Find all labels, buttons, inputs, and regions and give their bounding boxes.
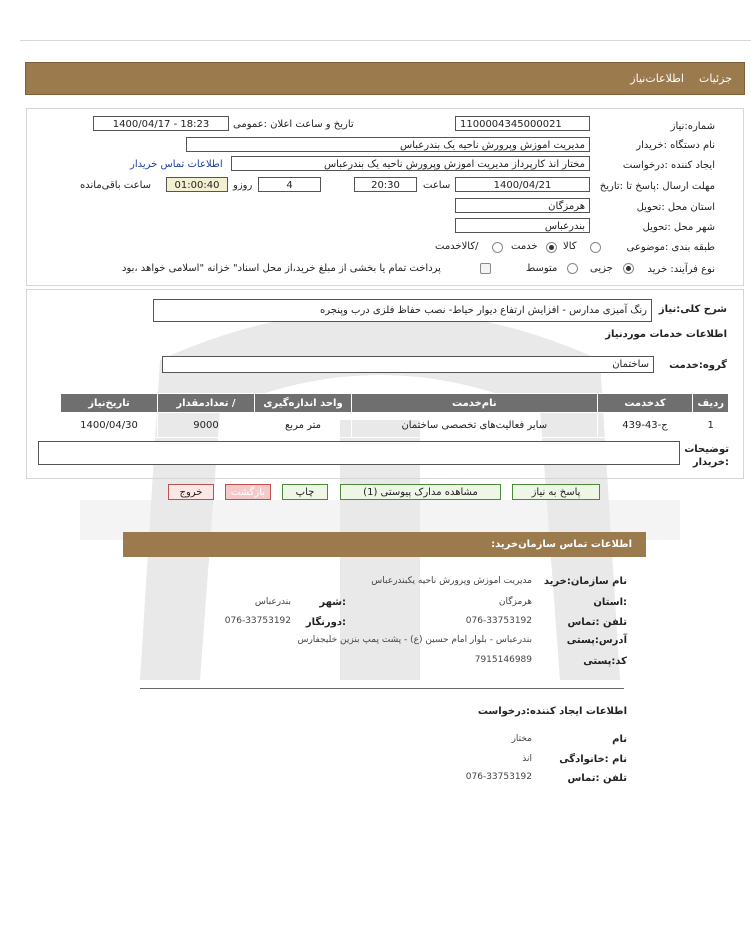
process-minor-label: جزیی xyxy=(590,263,613,274)
buyer-org-label: نام دستگاه :خریدار xyxy=(636,140,715,151)
days-field[interactable]: 4 xyxy=(258,177,321,192)
cell-need-date: 1400/04/30 xyxy=(61,413,158,438)
buyer-org-field[interactable]: مدیریت اموزش وپرورش ناحیه یک بندرعباس xyxy=(186,137,590,152)
city-label: شهر محل :تحویل xyxy=(642,222,715,233)
province-field[interactable]: هرمزگان xyxy=(455,198,590,213)
service-group-label: گروه:خدمت xyxy=(669,360,727,371)
requester-name-label: نام xyxy=(612,734,627,745)
treasury-payment-note: پرداخت تمام یا بخشی از مبلغ خرید،از محل اسناد" خزانه "اسلامی خواهد ،بود xyxy=(122,263,441,274)
process-minor-radio[interactable] xyxy=(623,263,634,274)
col-header-quantity: / تعدادمقدار xyxy=(157,394,254,413)
category-goods-service-radio[interactable] xyxy=(492,242,503,253)
days-label: روزو xyxy=(233,180,253,191)
category-goods-label: کالا xyxy=(563,241,577,252)
time-label: ساعت xyxy=(423,180,451,191)
creator-field[interactable]: مختار انذ کارپرداز مدیریت اموزش وپرورش ناحیه یک بندرعباس xyxy=(231,156,590,171)
header-bar xyxy=(25,62,745,95)
col-header-service-code: کدخدمت xyxy=(597,394,693,413)
need-number-field[interactable]: 1100004345000021 xyxy=(455,116,590,131)
contact-phone-value: 076-33753192 xyxy=(465,616,532,626)
city-field[interactable]: بندرعباس xyxy=(455,218,590,233)
col-header-need-date: تاریخ‌نیاز xyxy=(61,394,158,413)
service-group-field[interactable]: ساختمان xyxy=(162,356,654,373)
contact-postal-value: 7915146989 xyxy=(474,655,532,665)
contact-fax-label: :دورنگار xyxy=(305,617,346,628)
creator-label: ایجاد کننده :درخواست xyxy=(622,160,715,171)
remaining-time-field: 01:00:40 xyxy=(166,177,228,192)
need-number-label: شماره:نیاز xyxy=(670,121,715,132)
table-header-row xyxy=(61,394,729,413)
tab-need-info[interactable]: اطلاعات‌نیاز xyxy=(630,72,684,85)
top-divider xyxy=(20,40,751,41)
services-table xyxy=(60,393,729,438)
back-button[interactable]: بازگشت xyxy=(225,484,271,500)
summary-label: شرح کلی:نیاز xyxy=(658,304,727,315)
deadline-date-field[interactable]: 1400/04/21 xyxy=(455,177,590,192)
buyer-notes-field[interactable] xyxy=(38,441,680,465)
reply-to-need-button[interactable]: پاسخ به نیاز xyxy=(512,484,600,500)
requester-phone-value: 076-33753192 xyxy=(465,772,532,782)
cell-quantity: 9000 xyxy=(157,413,254,438)
contact-postal-label: کد:پستی xyxy=(583,656,627,667)
requester-name-value: مختار xyxy=(511,734,532,744)
requester-section-title: اطلاعات ایجاد کننده:درخواست xyxy=(477,706,627,717)
category-label: طبقه بندی :موضوعی xyxy=(626,242,715,253)
col-header-row-number: ردیف xyxy=(693,394,729,413)
category-goods-service-label: /کالاخدمت xyxy=(435,241,479,252)
process-label: نوع فرآیند: خرید xyxy=(647,264,715,275)
table-row[interactable] xyxy=(61,413,729,438)
category-service-label: خدمت xyxy=(511,241,538,252)
province-label: استان محل :تحویل xyxy=(636,202,715,213)
buyer-contact-link[interactable]: اطلاعات تماس خریدار xyxy=(130,159,223,170)
contact-city-label: :شهر xyxy=(319,597,346,608)
print-button[interactable]: چاپ xyxy=(282,484,328,500)
buyer-notes-label: توضیحات :خریدار xyxy=(684,444,729,468)
requester-family-label: نام :خانوادگی xyxy=(559,754,627,765)
remaining-label: ساعت باقی‌مانده xyxy=(80,180,152,191)
exit-button[interactable]: خروج xyxy=(168,484,214,500)
process-medium-radio[interactable] xyxy=(567,263,578,274)
cell-service-code: ج-43-439 xyxy=(597,413,693,438)
section-divider xyxy=(140,688,624,689)
requester-phone-label: تلفن :تماس xyxy=(567,773,627,784)
contact-org-value: مدیریت اموزش وپرورش ناحیه یکبندرعباس xyxy=(371,576,532,586)
contact-fax-value: 076-33753192 xyxy=(224,616,291,626)
contact-phone-label: تلفن :تماس xyxy=(567,617,627,628)
services-heading: اطلاعات خدمات موردنیاز xyxy=(605,329,727,340)
process-medium-label: متوسط xyxy=(526,263,558,274)
contact-org-label: نام سازمان:خرید xyxy=(543,576,627,587)
summary-field[interactable]: رنگ آمیزی مدارس - افزایش ارتفاع دیوار حیاط- نصب حفاظ فلزی درب وپنجره xyxy=(153,299,652,322)
col-header-unit: واحد اندازه‌گیری xyxy=(254,394,351,413)
buyer-contact-section-title: اطلاعات تماس سازمان‌خرید: xyxy=(491,539,632,550)
deadline-time-field[interactable]: 20:30 xyxy=(354,177,417,192)
category-goods-radio[interactable] xyxy=(590,242,601,253)
contact-address-value: بندرعباس - بلوار امام حسین (ع) - پشت پمپ بنزین خلیجفارس xyxy=(297,635,532,645)
category-service-radio[interactable] xyxy=(546,242,557,253)
contact-address-label: آدرس:پستی xyxy=(566,635,627,646)
deadline-label: مهلت ارسال :پاسخ تا :تاریخ xyxy=(599,181,715,192)
tab-details[interactable]: جزئیات xyxy=(699,72,732,85)
cell-service-name: سایر فعالیت‌های تخصصی ساختمان xyxy=(352,413,598,438)
contact-city-value: بندرعباس xyxy=(254,597,291,607)
cell-unit: متر مربع xyxy=(254,413,351,438)
col-header-service-name: نام‌خدمت xyxy=(352,394,598,413)
treasury-payment-checkbox[interactable] xyxy=(480,263,491,274)
announce-field[interactable]: 1400/04/17 - 18:23 xyxy=(93,116,229,131)
contact-province-label: :استان xyxy=(593,597,627,608)
cell-row-number: 1 xyxy=(693,413,729,438)
view-attachments-button[interactable]: مشاهده مدارک پیوستی (1) xyxy=(340,484,501,500)
need-form-panel xyxy=(26,108,744,286)
buyer-contact-section-header xyxy=(123,532,646,557)
requester-family-value: انذ xyxy=(522,754,532,764)
announce-label: تاریخ و ساعت اعلان :عمومی xyxy=(233,119,354,130)
contact-province-value: هرمزگان xyxy=(498,597,532,607)
